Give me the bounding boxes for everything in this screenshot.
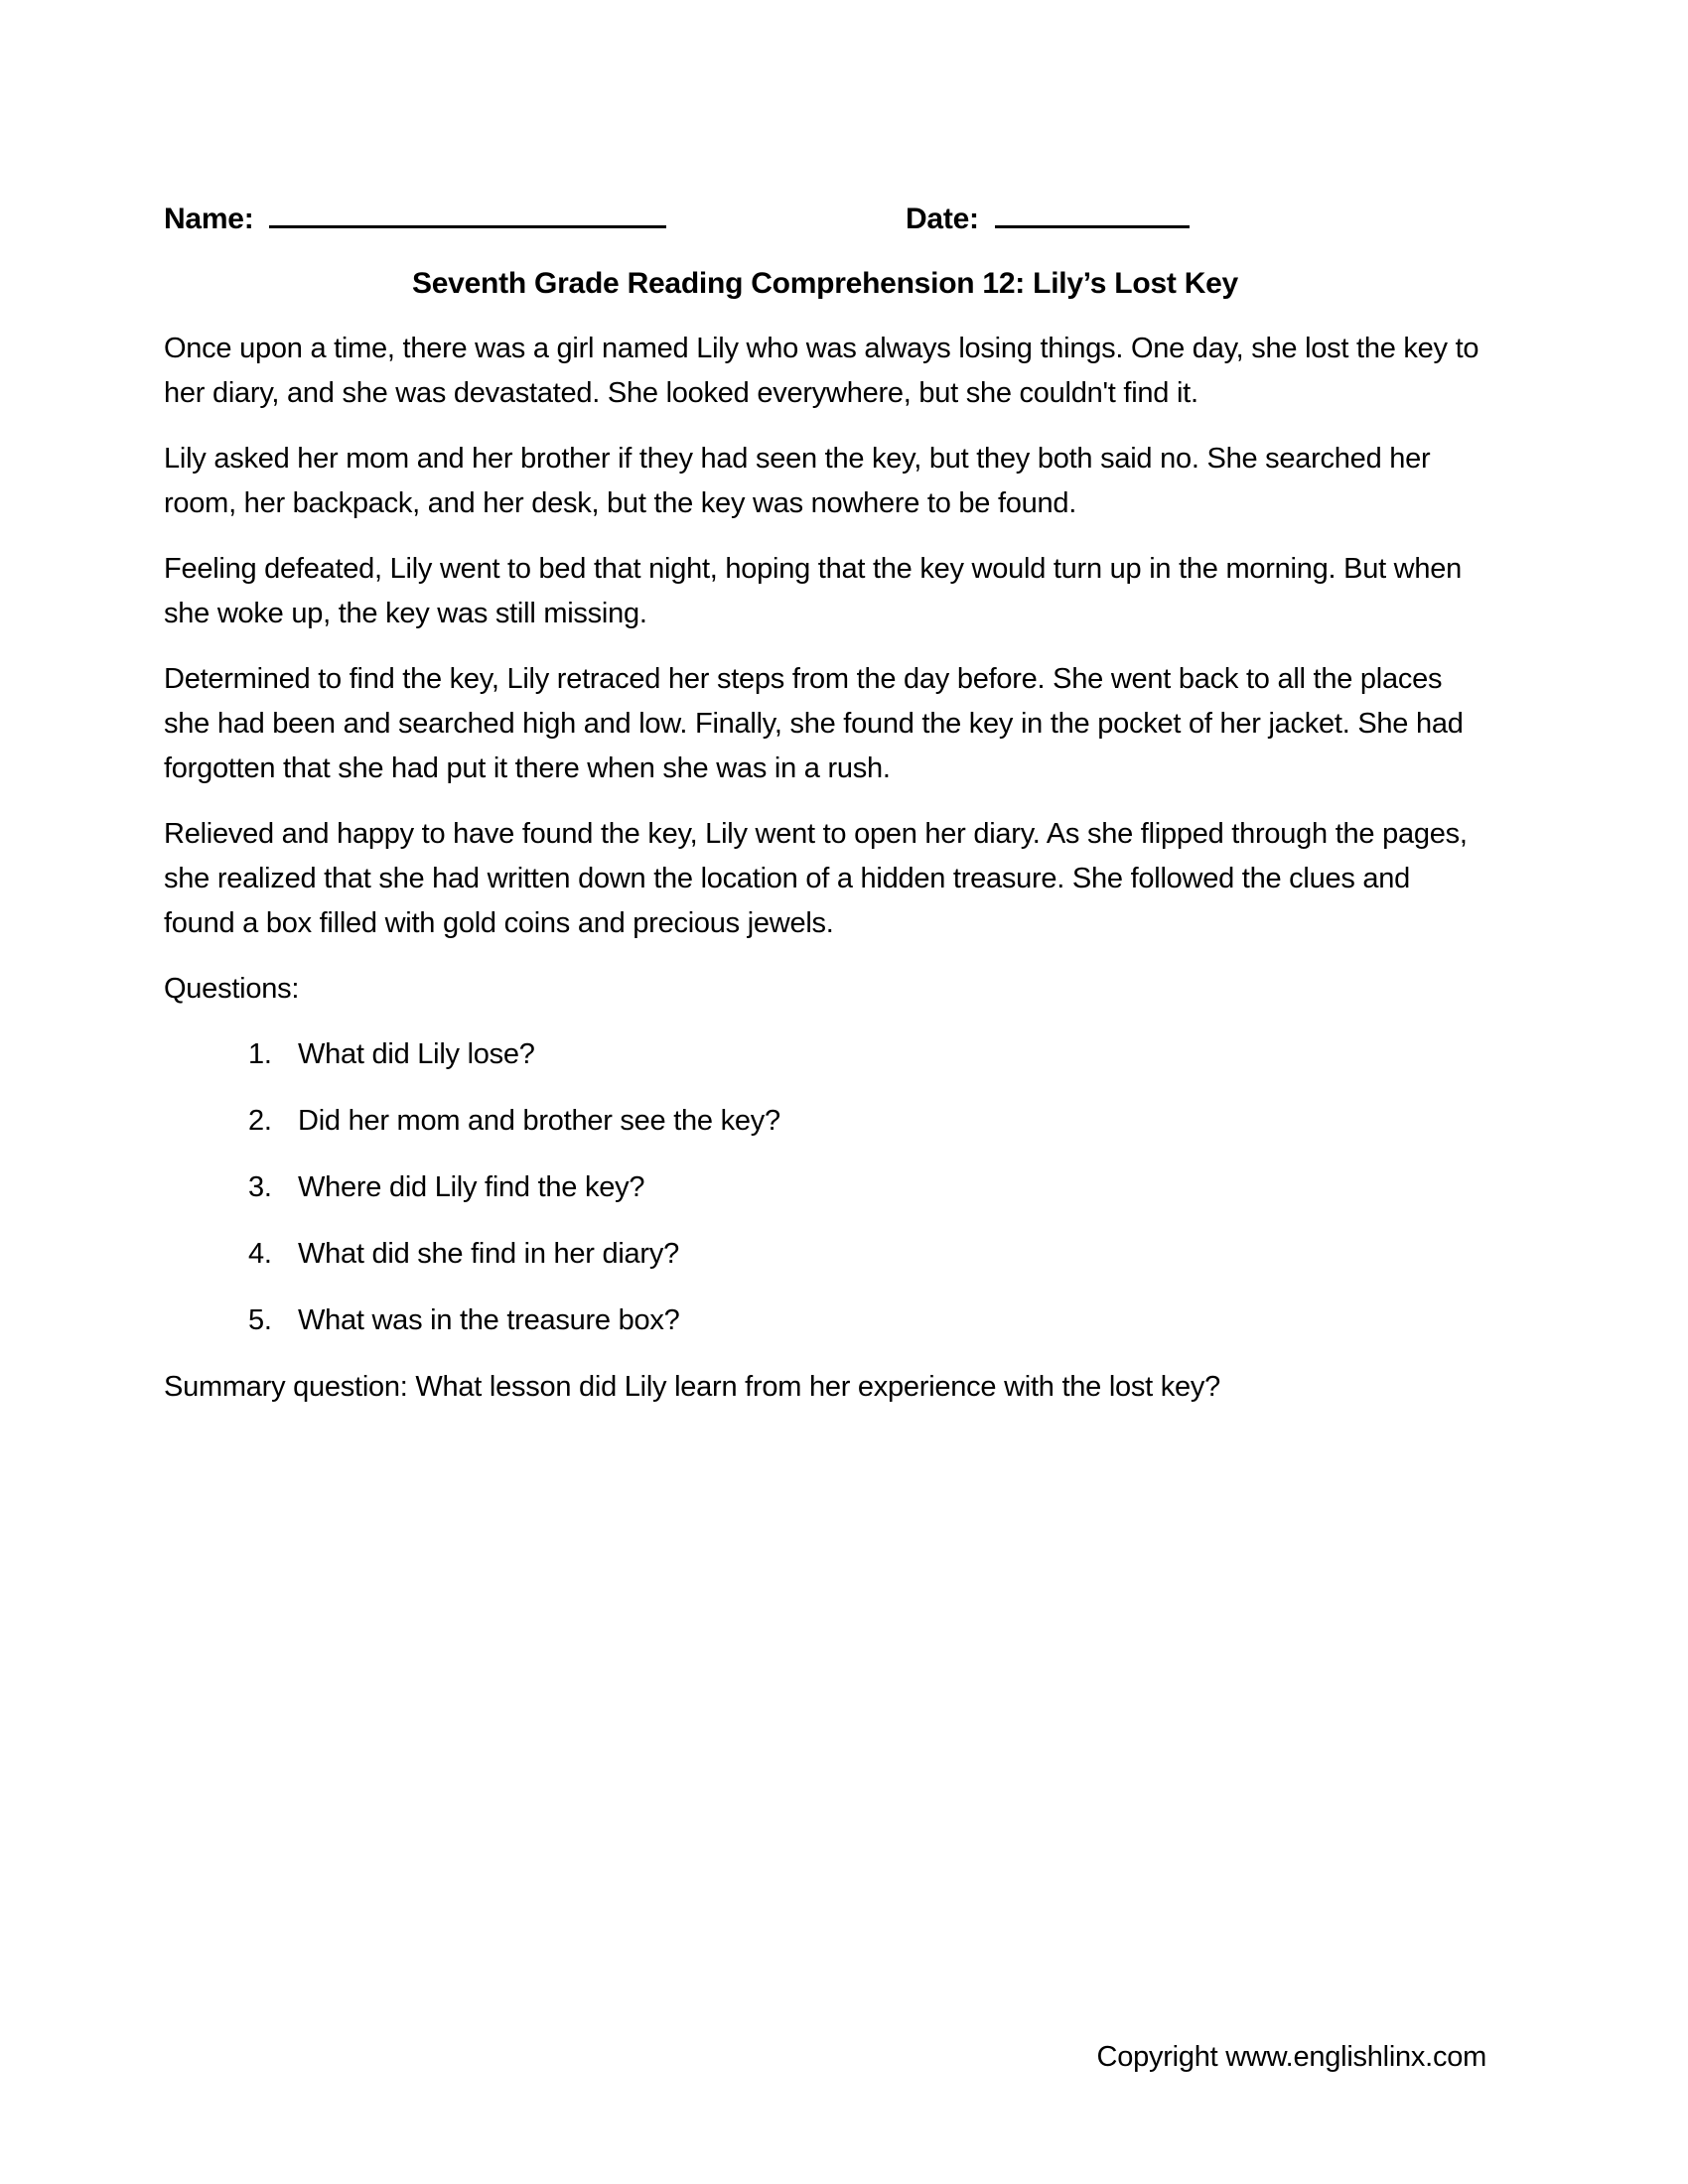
story-paragraph-4: Determined to find the key, Lily retraced her steps from the day before. She went back to all the places she had been and searched high and low. Finally, she found the key in the pocket of her jacket. She had forgotten that she had put it there when she was in a rush.: [164, 663, 1464, 784]
page-title: Seventh Grade Reading Comprehension 12: Lily’s Lost Key: [411, 267, 1238, 300]
question-text: What did she find in her diary?: [298, 1238, 679, 1270]
question-item: [164, 1232, 1486, 1277]
question-item: [164, 1032, 1486, 1077]
question-text: What was in the treasure box?: [298, 1304, 680, 1336]
worksheet-content: [164, 192, 1486, 1410]
summary-question: Summary question: What lesson did Lily learn from her experience with the lost key?: [164, 1371, 1221, 1403]
question-item: [164, 1298, 1486, 1343]
story-paragraph-3: Feeling defeated, Lily went to bed that night, hoping that the key would turn up in the morning. But when she woke up, the key was still missing.: [164, 553, 1463, 629]
date-field-group: [906, 192, 1190, 242]
question-number: 2.: [248, 1105, 272, 1137]
question-number: 5.: [248, 1304, 272, 1336]
question-item: [164, 1099, 1486, 1144]
question-text: What did Lily lose?: [298, 1038, 535, 1070]
name-blank-line: [269, 192, 666, 228]
story-paragraph-2: Lily asked her mom and her brother if they had seen the key, but they both said no. She searched her room, her backpack, and her desk, but the key was nowhere to be found.: [164, 443, 1431, 519]
question-number: 3.: [248, 1171, 272, 1203]
questions-label: Questions:: [164, 973, 300, 1005]
question-text: Did her mom and brother see the key?: [298, 1105, 780, 1137]
date-label: Date:: [906, 203, 979, 235]
question-text: Where did Lily find the key?: [298, 1171, 645, 1203]
name-label: Name:: [164, 203, 254, 235]
name-field-group: [164, 204, 666, 235]
copyright-text: Copyright www.englishlinx.com: [1096, 2041, 1486, 2073]
question-number: 4.: [248, 1238, 272, 1270]
date-blank-line: [995, 192, 1190, 228]
header-row: [164, 192, 1486, 236]
story-paragraph-1: Once upon a time, there was a girl named Lily who was always losing things. One day, she lost the key to her diary, and she was devastated. She looked everywhere, but she couldn't find it.: [164, 333, 1479, 409]
question-number: 1.: [248, 1038, 272, 1070]
question-item: [164, 1165, 1486, 1210]
story-paragraph-5: Relieved and happy to have found the key, Lily went to open her diary. As she flipped through the pages, she realized that she had written down the location of a hidden treasure. She followed the clues and found a box filled with gold coins and precious jewels.: [164, 818, 1468, 939]
